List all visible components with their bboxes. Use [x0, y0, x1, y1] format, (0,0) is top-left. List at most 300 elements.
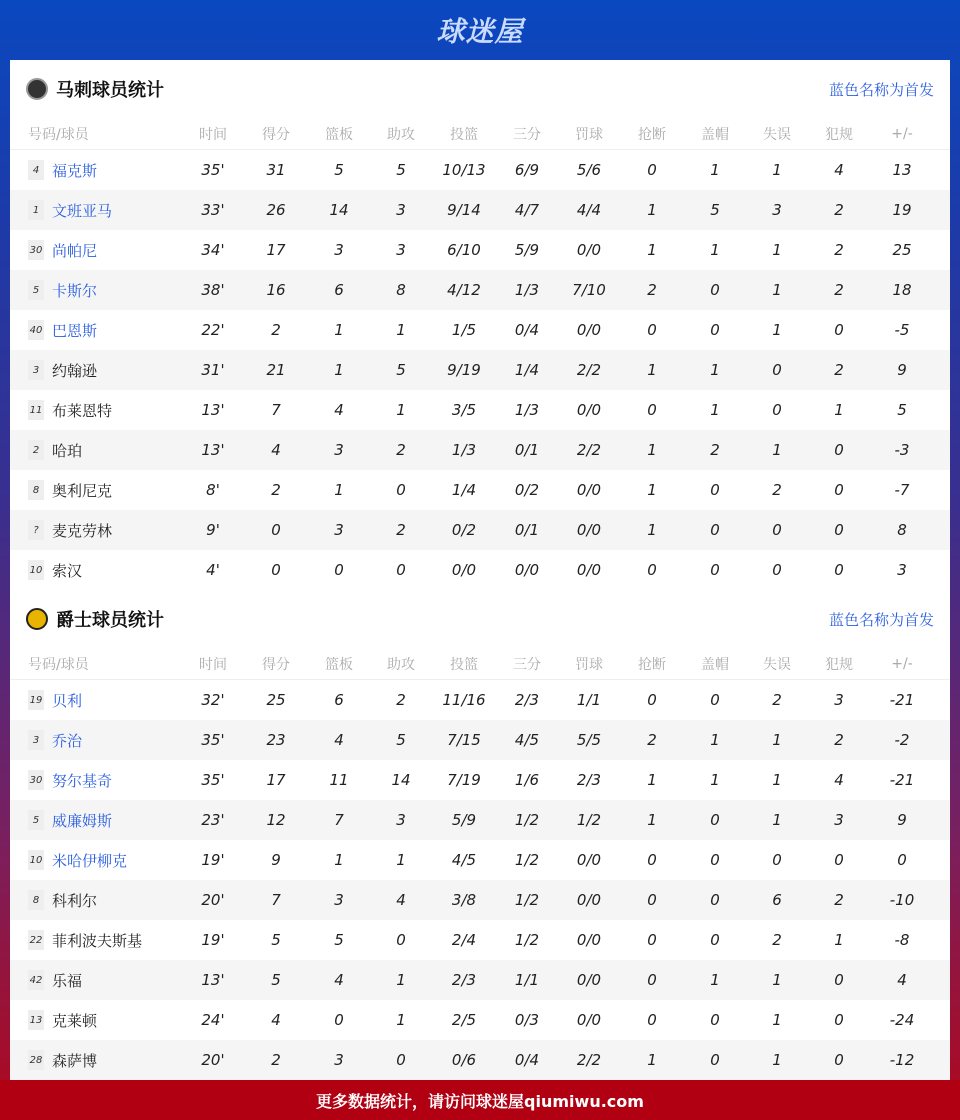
stat-cell: 1/1: [514, 971, 540, 989]
stat-cell: 1: [772, 441, 782, 459]
stat-cell: 4': [206, 561, 220, 579]
table-row[interactable]: [10, 800, 950, 840]
stat-cell: 1: [647, 241, 657, 259]
stat-cell: 0: [396, 1051, 406, 1069]
stat-cell: 0: [834, 1011, 844, 1029]
stat-cell: 6/10: [447, 241, 481, 259]
stat-cell: 5/5: [576, 731, 602, 749]
stat-cell: 0: [647, 161, 657, 179]
jersey-number: 3: [28, 360, 44, 380]
stat-cell: 38': [201, 281, 225, 299]
stat-cell: 13': [201, 401, 225, 419]
column-header: 三分: [513, 656, 541, 673]
section-title: 爵士球员统计: [56, 610, 164, 631]
player-cell: [28, 720, 82, 760]
stat-cell: -2: [894, 731, 910, 749]
stat-cell: 0: [647, 891, 657, 909]
stat-cell: 1: [396, 401, 406, 419]
stat-cell: 6/9: [514, 161, 540, 179]
site-logo: 球迷屋: [436, 15, 524, 48]
stat-cell: 3: [897, 561, 907, 579]
table-row[interactable]: [10, 840, 950, 880]
stat-cell: 2/2: [576, 361, 602, 379]
stat-cell: 35': [201, 161, 225, 179]
stat-cell: 2/2: [576, 1051, 602, 1069]
stat-cell: 0: [647, 401, 657, 419]
stat-cell: 2: [834, 201, 844, 219]
jersey-number: 8: [28, 480, 44, 500]
stat-cell: 2/2: [576, 441, 602, 459]
stat-cell: 8: [897, 521, 907, 539]
stat-cell: -7: [894, 481, 910, 499]
jersey-number: 5: [28, 280, 44, 300]
player-name[interactable]: 科利尔: [52, 891, 98, 910]
column-header: 盖帽: [701, 126, 729, 143]
player-name[interactable]: 文班亚马: [52, 201, 113, 220]
stat-cell: 4/5: [514, 731, 540, 749]
stat-cell: 0/4: [514, 321, 540, 339]
column-header: 抢断: [638, 656, 666, 673]
stat-cell: 1: [396, 321, 406, 339]
stat-cell: 7: [271, 891, 281, 909]
stat-cell: 4/4: [576, 201, 602, 219]
player-name[interactable]: 巴恩斯: [52, 321, 98, 340]
table-row[interactable]: [10, 350, 950, 390]
stat-cell: 20': [201, 891, 225, 909]
stat-cell: 5: [334, 161, 344, 179]
column-header: 盖帽: [701, 656, 729, 673]
player-name[interactable]: 麦克劳林: [52, 521, 113, 540]
stat-cell: 0: [834, 481, 844, 499]
player-name[interactable]: 奥利尼克: [52, 481, 113, 500]
stat-cell: 35': [201, 771, 225, 789]
stat-cell: 5: [334, 931, 344, 949]
stat-cell: 3: [396, 811, 406, 829]
stat-cell: 19': [201, 851, 225, 869]
stat-cell: 0: [647, 1011, 657, 1029]
stat-cell: 13': [201, 441, 225, 459]
stat-cell: 7/10: [572, 281, 606, 299]
player-name[interactable]: 贝利: [52, 691, 83, 710]
stat-cell: 0: [834, 521, 844, 539]
stat-cell: 0: [834, 321, 844, 339]
stat-cell: 0: [772, 851, 782, 869]
stat-cell: 1: [647, 521, 657, 539]
stat-cell: 0: [334, 1011, 344, 1029]
player-name[interactable]: 威廉姆斯: [52, 811, 113, 830]
stat-cell: 0/0: [576, 561, 602, 579]
stat-cell: 0: [710, 1011, 720, 1029]
stat-cell: 0: [710, 691, 720, 709]
stat-cell: 0/0: [576, 851, 602, 869]
jersey-number: 22: [28, 930, 44, 950]
stat-cell: 35': [201, 731, 225, 749]
footer-banner: 更多数据统计，请访问球迷屋qiumiwu.com: [0, 1080, 960, 1120]
stat-cell: 0/0: [576, 521, 602, 539]
stat-cell: 23: [266, 731, 286, 749]
stat-cell: 0: [834, 1051, 844, 1069]
team-section: [10, 60, 950, 590]
stat-cell: 11/16: [442, 691, 486, 709]
stat-cell: 20': [201, 1051, 225, 1069]
stat-cell: 1: [647, 201, 657, 219]
stat-cell: 1: [647, 771, 657, 789]
stat-cell: 4: [271, 441, 281, 459]
stat-cell: 0: [710, 851, 720, 869]
stat-cell: 2: [834, 731, 844, 749]
stat-cell: 6: [334, 281, 344, 299]
table-header: [10, 648, 950, 680]
jersey-number: 40: [28, 320, 44, 340]
stat-cell: 0/0: [576, 481, 602, 499]
stat-cell: 4: [334, 731, 344, 749]
stat-cell: 0: [334, 561, 344, 579]
stat-cell: 16: [266, 281, 286, 299]
stat-cell: 0/0: [576, 241, 602, 259]
stat-cell: 1: [334, 321, 344, 339]
stat-cell: 1: [772, 241, 782, 259]
jersey-number: 28: [28, 1050, 44, 1070]
stat-cell: 1: [647, 1051, 657, 1069]
stat-cell: 3: [334, 891, 344, 909]
stat-cell: 21: [266, 361, 286, 379]
column-header: 失误: [763, 126, 791, 143]
stat-cell: 0/0: [514, 561, 540, 579]
table-header: [10, 118, 950, 150]
stat-cell: 2/3: [576, 771, 602, 789]
stat-cell: 1: [834, 401, 844, 419]
player-name[interactable]: 哈珀: [52, 441, 83, 460]
stat-cell: 9: [271, 851, 281, 869]
stat-cell: 25: [892, 241, 912, 259]
player-cell: [28, 1040, 97, 1080]
stat-cell: 0: [271, 521, 281, 539]
stat-cell: 2/3: [451, 971, 477, 989]
column-header: 犯规: [825, 126, 853, 143]
stat-cell: 1/2: [514, 891, 540, 909]
player-name[interactable]: 尚帕尼: [52, 241, 98, 260]
jersey-number: 11: [28, 400, 44, 420]
stat-cell: 0/4: [514, 1051, 540, 1069]
stat-cell: -21: [889, 771, 915, 789]
stat-cell: 1/1: [576, 691, 602, 709]
player-cell: [28, 470, 112, 510]
stat-cell: 0: [710, 931, 720, 949]
stat-cell: 0: [772, 561, 782, 579]
table-row[interactable]: [10, 190, 950, 230]
stat-cell: 0: [710, 281, 720, 299]
column-header: 时间: [199, 126, 227, 143]
player-cell: [28, 760, 112, 800]
player-name[interactable]: 米哈伊柳克: [52, 851, 128, 870]
player-name[interactable]: 菲利波夫斯基: [52, 931, 143, 950]
stats-card: [10, 60, 950, 1080]
column-header: 犯规: [825, 656, 853, 673]
stat-cell: 0: [710, 321, 720, 339]
stat-cell: 0: [271, 561, 281, 579]
stat-cell: 3: [334, 241, 344, 259]
column-header: 助攻: [387, 126, 415, 143]
stat-cell: 5: [271, 931, 281, 949]
stat-cell: 1: [396, 851, 406, 869]
starter-note: 蓝色名称为首发: [828, 610, 934, 629]
section-title-bar: [10, 590, 950, 648]
jersey-number: 30: [28, 770, 44, 790]
stat-cell: 1: [834, 931, 844, 949]
table-row[interactable]: [10, 760, 950, 800]
stat-cell: 1: [772, 1051, 782, 1069]
stat-cell: 1/3: [514, 401, 540, 419]
stat-cell: 1/2: [514, 811, 540, 829]
stat-cell: 1: [772, 161, 782, 179]
stat-cell: 0: [396, 931, 406, 949]
stat-cell: 1/2: [514, 851, 540, 869]
stat-cell: 0: [710, 1051, 720, 1069]
player-name[interactable]: 乐福: [52, 971, 83, 990]
stat-cell: 2: [834, 281, 844, 299]
stat-cell: 2: [834, 891, 844, 909]
stat-cell: 4/7: [514, 201, 540, 219]
stat-cell: 5: [271, 971, 281, 989]
stat-cell: 19: [892, 201, 912, 219]
stat-cell: 5/9: [451, 811, 477, 829]
stat-cell: 7/19: [447, 771, 481, 789]
stat-cell: 5: [396, 361, 406, 379]
stat-cell: 1/2: [514, 931, 540, 949]
stat-cell: 2: [271, 1051, 281, 1069]
column-header: 助攻: [387, 656, 415, 673]
stat-cell: 1: [772, 771, 782, 789]
stat-cell: 14: [391, 771, 411, 789]
top-bar: [0, 0, 960, 60]
table-row[interactable]: [10, 230, 950, 270]
stat-cell: 0/2: [451, 521, 477, 539]
stat-cell: 0: [772, 521, 782, 539]
stat-cell: 3: [334, 521, 344, 539]
stat-cell: -5: [894, 321, 910, 339]
stat-cell: 4: [334, 971, 344, 989]
stat-cell: 1: [647, 361, 657, 379]
player-cell: [28, 880, 97, 920]
player-cell: [28, 150, 97, 190]
stat-cell: 0: [834, 561, 844, 579]
stat-cell: 2: [834, 241, 844, 259]
stat-cell: 1: [772, 321, 782, 339]
column-header: +/-: [891, 125, 913, 142]
stat-cell: 2: [396, 521, 406, 539]
stat-cell: 0: [647, 691, 657, 709]
player-cell: [28, 840, 127, 880]
player-cell: [28, 1000, 97, 1040]
stat-cell: 2: [271, 321, 281, 339]
stat-cell: 0: [647, 321, 657, 339]
stat-cell: 4: [271, 1011, 281, 1029]
table-row[interactable]: [10, 960, 950, 1000]
column-header: 投篮: [450, 126, 478, 143]
jersey-number: 5: [28, 810, 44, 830]
stat-cell: -21: [889, 691, 915, 709]
stat-cell: 0/1: [514, 441, 540, 459]
stat-cell: 0: [710, 521, 720, 539]
column-header: 篮板: [325, 126, 353, 143]
column-header: +/-: [891, 655, 913, 672]
stat-cell: 0/1: [514, 521, 540, 539]
stat-cell: 0/0: [576, 931, 602, 949]
table-row[interactable]: [10, 510, 950, 550]
column-header: 罚球: [575, 656, 603, 673]
jersey-number: 4: [28, 160, 44, 180]
jersey-number: ?: [28, 520, 44, 540]
column-header: 三分: [513, 126, 541, 143]
stat-cell: 4: [897, 971, 907, 989]
stat-cell: 1: [647, 481, 657, 499]
player-name[interactable]: 布莱恩特: [52, 401, 113, 420]
stat-cell: 9/14: [447, 201, 481, 219]
column-header: 时间: [199, 656, 227, 673]
stat-cell: 0/0: [576, 971, 602, 989]
stat-cell: 1: [396, 971, 406, 989]
stat-cell: 3: [396, 241, 406, 259]
stat-cell: 5: [897, 401, 907, 419]
stat-cell: 32': [201, 691, 225, 709]
jersey-number: 30: [28, 240, 44, 260]
player-name[interactable]: 森萨博: [52, 1051, 98, 1070]
jersey-number: 10: [28, 560, 44, 580]
stat-cell: 4: [334, 401, 344, 419]
stat-cell: -3: [894, 441, 910, 459]
stat-cell: 0: [834, 851, 844, 869]
stat-cell: 3: [834, 811, 844, 829]
player-name[interactable]: 索汉: [52, 561, 83, 580]
stat-cell: 0: [396, 481, 406, 499]
player-name[interactable]: 乔治: [52, 731, 83, 750]
stat-cell: 31': [201, 361, 225, 379]
stat-cell: 1/2: [576, 811, 602, 829]
table-row[interactable]: [10, 550, 950, 590]
table-row[interactable]: [10, 390, 950, 430]
player-cell: [28, 430, 82, 470]
player-name[interactable]: 福克斯: [52, 161, 98, 180]
stat-cell: 1: [647, 811, 657, 829]
player-cell: [28, 800, 112, 840]
stat-cell: 3: [772, 201, 782, 219]
stat-cell: 0/6: [451, 1051, 477, 1069]
stat-cell: 4: [834, 771, 844, 789]
stat-cell: 34': [201, 241, 225, 259]
table-row[interactable]: [10, 1000, 950, 1040]
player-cell: [28, 310, 97, 350]
stat-cell: 0: [710, 811, 720, 829]
player-name[interactable]: 努尔基奇: [52, 771, 113, 790]
jersey-number: 8: [28, 890, 44, 910]
stat-cell: 1/4: [514, 361, 540, 379]
table-row[interactable]: [10, 310, 950, 350]
table-row[interactable]: [10, 920, 950, 960]
jersey-number: 3: [28, 730, 44, 750]
stat-cell: 2: [772, 481, 782, 499]
table-row[interactable]: [10, 270, 950, 310]
stat-cell: 2: [772, 691, 782, 709]
stat-cell: 25: [266, 691, 286, 709]
stat-cell: 0/2: [514, 481, 540, 499]
stat-cell: 33': [201, 201, 225, 219]
table-row[interactable]: [10, 150, 950, 190]
column-header: 篮板: [325, 656, 353, 673]
player-name[interactable]: 克莱顿: [52, 1011, 98, 1030]
stat-cell: 0: [710, 481, 720, 499]
stat-cell: 1: [710, 241, 720, 259]
stat-cell: 1: [772, 1011, 782, 1029]
stat-cell: 3/8: [451, 891, 477, 909]
player-cell: [28, 960, 82, 1000]
starter-note: 蓝色名称为首发: [828, 80, 934, 99]
stat-cell: 9': [206, 521, 220, 539]
player-name[interactable]: 约翰逊: [52, 361, 98, 380]
stat-cell: 14: [329, 201, 349, 219]
stat-cell: 0: [897, 851, 907, 869]
stat-cell: 2: [647, 731, 657, 749]
stat-cell: 1: [710, 731, 720, 749]
stat-cell: 23': [201, 811, 225, 829]
stat-cell: 0: [647, 851, 657, 869]
jersey-number: 10: [28, 850, 44, 870]
stat-cell: 2: [396, 441, 406, 459]
stat-cell: 2/5: [451, 1011, 477, 1029]
stat-cell: 0: [647, 971, 657, 989]
stat-cell: 0/0: [576, 891, 602, 909]
stat-cell: 10/13: [442, 161, 486, 179]
stat-cell: 22': [201, 321, 225, 339]
column-header: 得分: [262, 656, 290, 673]
stat-cell: 2: [710, 441, 720, 459]
table-row[interactable]: [10, 430, 950, 470]
player-cell: [28, 920, 142, 960]
stat-cell: 2: [772, 931, 782, 949]
stat-cell: 26: [266, 201, 286, 219]
stat-cell: 3: [834, 691, 844, 709]
player-name[interactable]: 卡斯尔: [52, 281, 98, 300]
stat-cell: 0: [834, 971, 844, 989]
column-header: 得分: [262, 126, 290, 143]
table-row[interactable]: [10, 720, 950, 760]
team-section: [10, 590, 950, 1080]
stat-cell: 1/3: [451, 441, 477, 459]
stat-cell: 0: [647, 931, 657, 949]
table-row[interactable]: [10, 880, 950, 920]
table-row[interactable]: [10, 1040, 950, 1080]
table-row[interactable]: [10, 680, 950, 720]
stat-cell: 9: [897, 811, 907, 829]
team-logo-icon: [26, 608, 48, 630]
table-row[interactable]: [10, 470, 950, 510]
player-cell: [28, 270, 97, 310]
player-cell: [28, 190, 112, 230]
stat-cell: 0: [396, 561, 406, 579]
stat-cell: 0: [710, 891, 720, 909]
column-header: 投篮: [450, 656, 478, 673]
stat-cell: 6: [334, 691, 344, 709]
stat-cell: -24: [889, 1011, 915, 1029]
stat-cell: -8: [894, 931, 910, 949]
stat-cell: -10: [889, 891, 915, 909]
stat-cell: 13: [892, 161, 912, 179]
jersey-number: 2: [28, 440, 44, 460]
column-header: 号码/球员: [28, 126, 89, 143]
section-title-bar: [10, 60, 950, 118]
jersey-number: 19: [28, 690, 44, 710]
stat-cell: 2/3: [514, 691, 540, 709]
stat-cell: 3: [334, 441, 344, 459]
